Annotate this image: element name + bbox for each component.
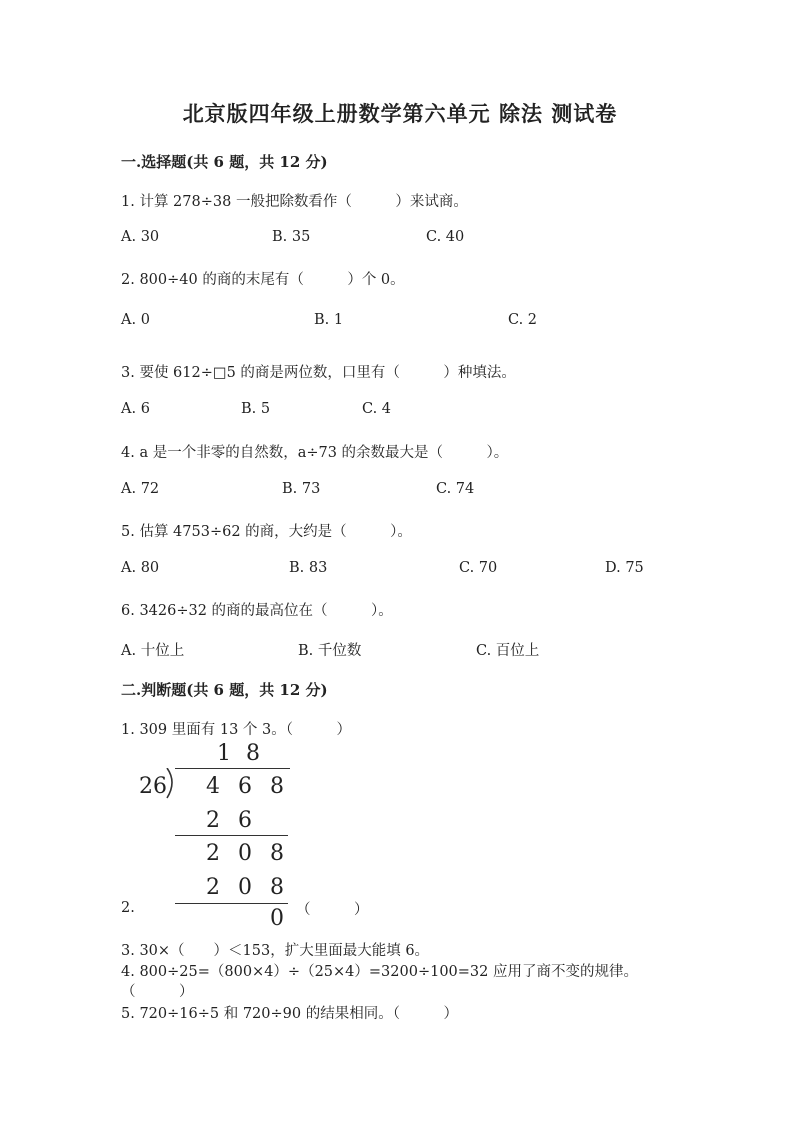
step-digit: 6 <box>238 808 252 833</box>
option-d[interactable]: D. 75 <box>605 560 644 576</box>
division-bracket <box>165 768 179 800</box>
question-text: 2. 800÷40 的商的末尾有（ ）个 0。 <box>121 272 405 288</box>
dividend-digit: 4 <box>206 774 220 799</box>
quotient-digit: 1 <box>217 741 231 766</box>
option-a[interactable]: A. 0 <box>121 312 150 328</box>
option-a[interactable]: A. 6 <box>121 401 150 417</box>
question-text: 1. 309 里面有 13 个 3。（ ） <box>121 722 351 738</box>
step-digit: 8 <box>270 875 284 900</box>
step-digit: 0 <box>238 875 252 900</box>
step-digit: 2 <box>206 808 220 833</box>
option-c[interactable]: C. 70 <box>459 560 498 576</box>
step-digit: 2 <box>206 875 220 900</box>
question-number: 2. <box>121 900 135 916</box>
step-digit: 8 <box>270 841 284 866</box>
section-heading-judgement: 二.判断题(共 6 题，共 12 分) <box>121 681 328 699</box>
option-b[interactable]: B. 73 <box>282 481 321 497</box>
option-b[interactable]: B. 83 <box>289 560 328 576</box>
divisor: 26 <box>139 774 167 799</box>
option-b[interactable]: B. 1 <box>314 312 344 328</box>
option-a[interactable]: A. 72 <box>121 481 160 497</box>
question-text: 4. a 是一个非零的自然数，a÷73 的余数最大是（ ）。 <box>121 445 509 461</box>
answer-paren[interactable]: （ ） <box>296 902 369 918</box>
dividend-digit: 6 <box>238 774 252 799</box>
option-c[interactable]: C. 2 <box>508 312 538 328</box>
subtraction-line <box>175 903 288 904</box>
question-text: 3. 30×（ ）＜153，扩大里面最大能填 6。 <box>121 943 430 959</box>
step-digit: 0 <box>238 841 252 866</box>
quotient-digit: 8 <box>246 741 260 766</box>
dividend-digit: 8 <box>270 774 284 799</box>
page-title: 北京版四年级上册数学第六单元 除法 测试卷 <box>182 101 618 126</box>
division-bar <box>175 768 290 769</box>
option-a[interactable]: A. 30 <box>121 229 160 245</box>
question-text: 5. 估算 4753÷62 的商，大约是（ ）。 <box>121 524 412 540</box>
option-c[interactable]: C. 74 <box>436 481 475 497</box>
answer-paren[interactable]: （ ） <box>121 984 194 1000</box>
option-c[interactable]: C. 百位上 <box>476 643 540 659</box>
question-text: 3. 要使 612÷□5 的商是两位数，口里有（ ）种填法。 <box>121 365 516 381</box>
option-a[interactable]: A. 80 <box>121 560 160 576</box>
option-b[interactable]: B. 35 <box>272 229 311 245</box>
option-a[interactable]: A. 十位上 <box>121 643 185 659</box>
option-c[interactable]: C. 4 <box>362 401 392 417</box>
section-heading-choice: 一.选择题(共 6 题，共 12 分) <box>121 153 328 171</box>
step-digit: 2 <box>206 841 220 866</box>
option-c[interactable]: C. 40 <box>426 229 465 245</box>
question-text: 1. 计算 278÷38 一般把除数看作（ ）来试商。 <box>121 194 468 210</box>
subtraction-line <box>175 835 288 836</box>
option-b[interactable]: B. 千位数 <box>298 643 362 659</box>
question-text: 4. 800÷25=（800×4）÷（25×4）=3200÷100=32 应用了商不变的规律。 <box>121 964 638 980</box>
option-b[interactable]: B. 5 <box>241 401 271 417</box>
remainder-digit: 0 <box>270 906 284 931</box>
question-text: 5. 720÷16÷5 和 720÷90 的结果相同。（ ） <box>121 1006 458 1022</box>
question-text: 6. 3426÷32 的商的最高位在（ ）。 <box>121 603 393 619</box>
